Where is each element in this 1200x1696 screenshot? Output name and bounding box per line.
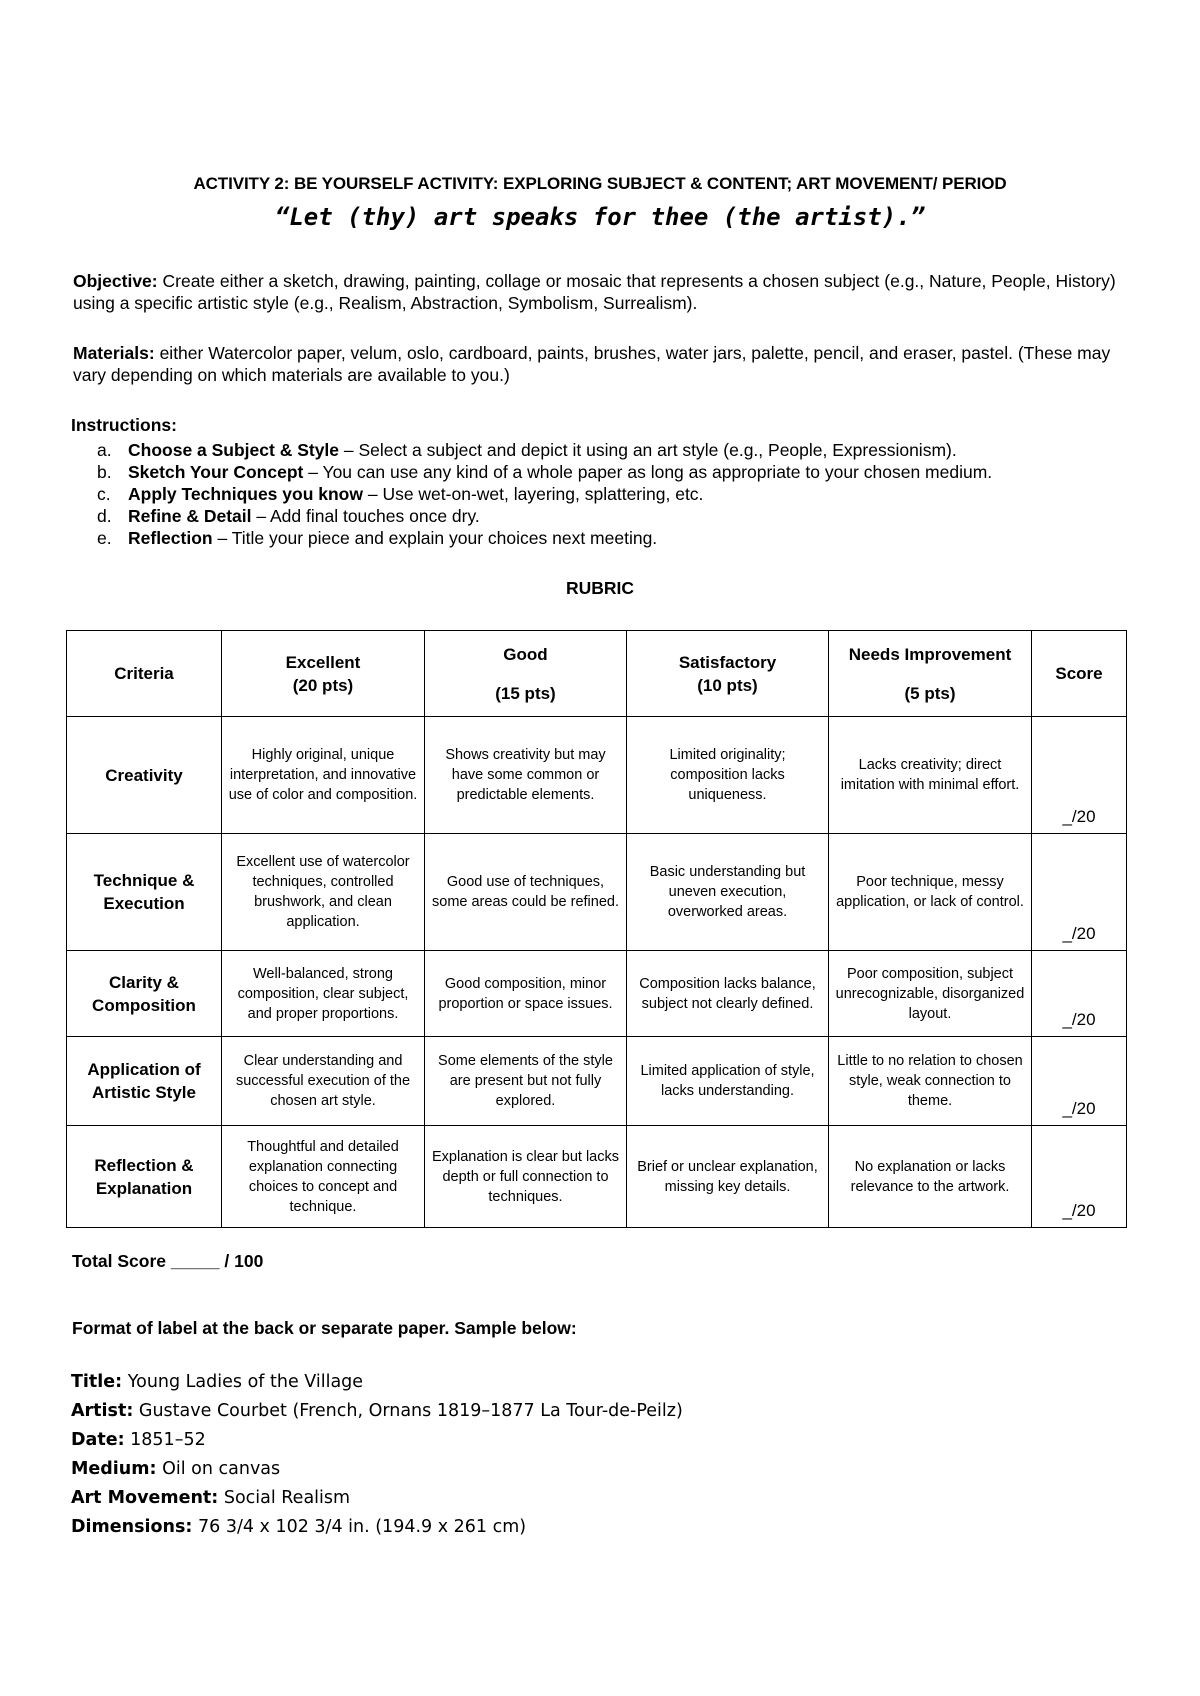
format-note: Format of label at the back or separate paper. Sample below:: [72, 1318, 577, 1338]
score-cell: _/20: [1032, 1126, 1127, 1228]
activity-heading: ACTIVITY 2: BE YOURSELF ACTIVITY: EXPLORING SUBJECT & CONTENT; ART MOVEMENT/ PERIOD: [193, 174, 1007, 193]
materials-text: either Watercolor paper, velum, oslo, cardboard, paints, brushes, water jars, palette, pencil, and eraser, pastel. (These may vary depending on which materials are available to you.): [73, 343, 1111, 385]
label-line-title: Title: Young Ladies of the Village: [71, 1372, 364, 1392]
excellent-cell: Clear understanding and successful execution of the chosen art style.: [222, 1037, 425, 1126]
excellent-cell: Excellent use of watercolor techniques, controlled brushwork, and clean application.: [222, 834, 425, 951]
sample-label: [71, 1368, 683, 1542]
list-item: d. Refine & Detail – Add final touches once dry.: [97, 506, 480, 526]
label-line-art-movement: Art Movement: Social Realism: [71, 1488, 351, 1508]
list-item: c. Apply Techniques you know – Use wet-on-wet, layering, splattering, etc.: [97, 484, 704, 504]
satisfactory-cell: Composition lacks balance, subject not clearly defined.: [627, 951, 829, 1037]
good-cell: Good composition, minor proportion or space issues.: [425, 951, 627, 1037]
table-row: [67, 1037, 1127, 1126]
needs-improvement-cell: No explanation or lacks relevance to the artwork.: [829, 1126, 1032, 1228]
table-row: [67, 717, 1127, 834]
excellent-cell: Thoughtful and detailed explanation connecting choices to concept and technique.: [222, 1126, 425, 1228]
header-score: Score: [1032, 631, 1127, 717]
label-line-dimensions: Dimensions: 76 3/4 x 102 3/4 in. (194.9 x 261 cm): [71, 1517, 527, 1537]
header-satisfactory: Satisfactory (10 pts): [627, 631, 829, 717]
criteria-cell: Reflection & Explanation: [67, 1126, 222, 1228]
table-row: [67, 834, 1127, 951]
good-cell: Good use of techniques, some areas could be refined.: [425, 834, 627, 951]
list-item: a. Choose a Subject & Style – Select a subject and depict it using an art style (e.g., People, Expressionism).: [97, 440, 957, 460]
label-line-medium: Medium: Oil on canvas: [71, 1459, 281, 1479]
score-cell: _/20: [1032, 1037, 1127, 1126]
good-cell: Shows creativity but may have some common or predictable elements.: [425, 717, 627, 834]
satisfactory-cell: Limited application of style, lacks understanding.: [627, 1037, 829, 1126]
header-excellent: Excellent (20 pts): [222, 631, 425, 717]
criteria-cell: Clarity & Composition: [67, 951, 222, 1037]
satisfactory-cell: Brief or unclear explanation, missing key details.: [627, 1126, 829, 1228]
criteria-cell: Technique & Execution: [67, 834, 222, 951]
score-cell: _/20: [1032, 951, 1127, 1037]
objective-label: Objective:: [73, 271, 158, 291]
list-item: b. Sketch Your Concept – You can use any kind of a whole paper as long as appropriate to your chosen medium.: [97, 462, 993, 482]
total-score: Total Score _____ / 100: [72, 1251, 264, 1271]
score-cell: _/20: [1032, 834, 1127, 951]
label-line-artist: Artist: Gustave Courbet (French, Ornans 1819–1877 La Tour-de-Peilz): [71, 1401, 683, 1421]
objective-text: Create either a sketch, drawing, painting, collage or mosaic that represents a chosen subject (e.g., Nature, People, History) using a specific artistic style (e.g., Realism, Abstraction, Symbolism, Surrealism).: [73, 271, 1116, 313]
table-row: [67, 1126, 1127, 1228]
label-line-date: Date: 1851–52: [71, 1430, 206, 1450]
satisfactory-cell: Basic understanding but uneven execution, overworked areas.: [627, 834, 829, 951]
list-item: e. Reflection – Title your piece and explain your choices next meeting.: [97, 528, 658, 548]
header-good: Good (15 pts): [425, 631, 627, 717]
rubric-title: RUBRIC: [565, 578, 635, 598]
satisfactory-cell: Limited originality; composition lacks uniqueness.: [627, 717, 829, 834]
activity-quote: “Let (thy) art speaks for thee (the artist).”: [274, 203, 926, 231]
header-needs-improvement: Needs Improvement (5 pts): [829, 631, 1032, 717]
excellent-cell: Well-balanced, strong composition, clear subject, and proper proportions.: [222, 951, 425, 1037]
excellent-cell: Highly original, unique interpretation, and innovative use of color and composition.: [222, 717, 425, 834]
needs-improvement-cell: Lacks creativity; direct imitation with minimal effort.: [829, 717, 1032, 834]
needs-improvement-cell: Poor technique, messy application, or lack of control.: [829, 834, 1032, 951]
criteria-cell: Application of Artistic Style: [67, 1037, 222, 1126]
objective-paragraph: [73, 270, 1123, 314]
instructions-list: [97, 439, 992, 549]
good-cell: Some elements of the style are present but not fully explored.: [425, 1037, 627, 1126]
rubric-header-row: [67, 631, 1127, 717]
good-cell: Explanation is clear but lacks depth or full connection to techniques.: [425, 1126, 627, 1228]
needs-improvement-cell: Poor composition, subject unrecognizable, disorganized layout.: [829, 951, 1032, 1037]
materials-paragraph: [73, 342, 1123, 386]
needs-improvement-cell: Little to no relation to chosen style, weak connection to theme.: [829, 1037, 1032, 1126]
score-cell: _/20: [1032, 717, 1127, 834]
table-row: [67, 951, 1127, 1037]
header-criteria: Criteria: [67, 631, 222, 717]
instructions-title: Instructions:: [71, 415, 177, 435]
rubric-table: [66, 630, 1127, 1228]
materials-label: Materials:: [73, 343, 155, 363]
criteria-cell: Creativity: [67, 717, 222, 834]
